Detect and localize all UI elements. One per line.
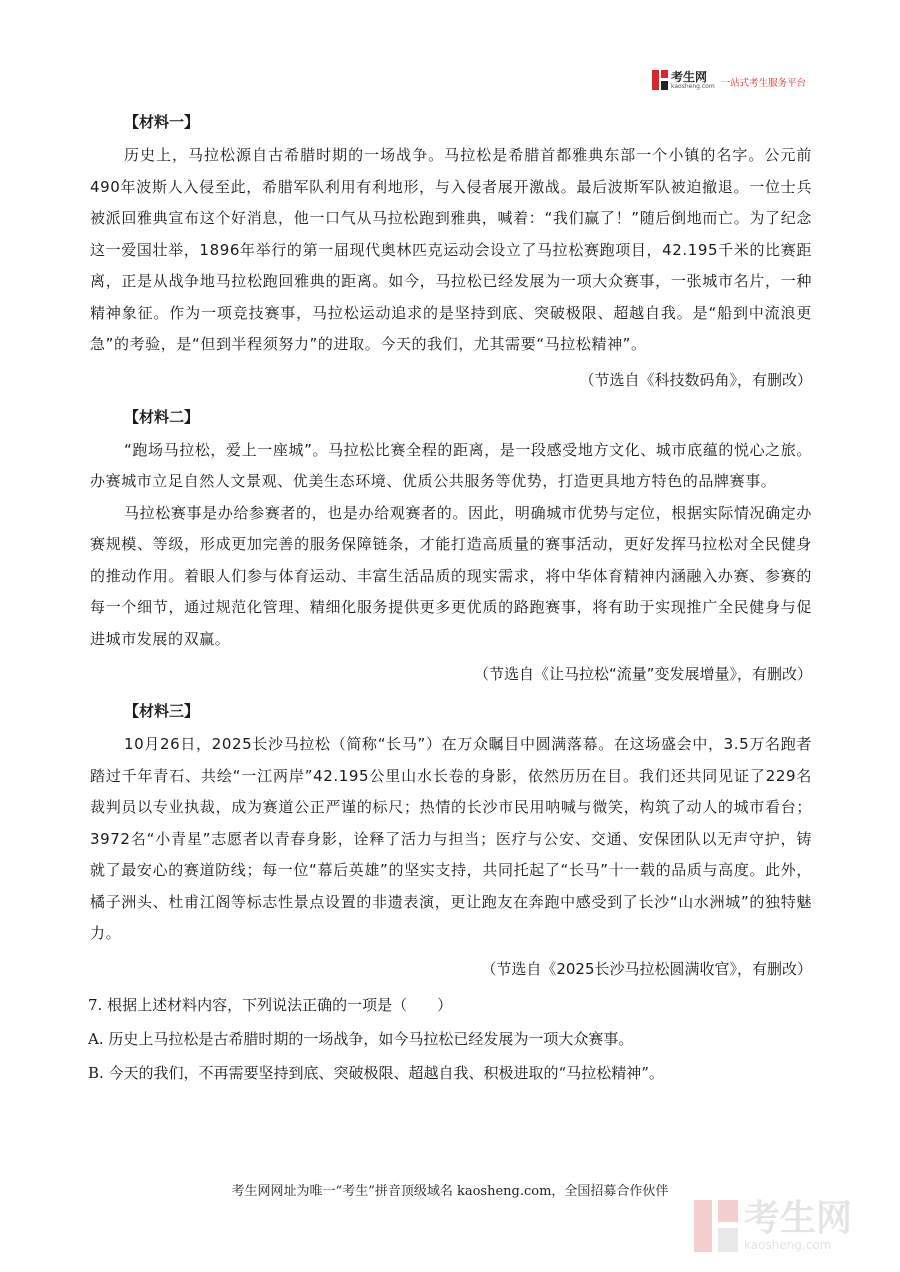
question-stem: 7. 根据上述材料内容，下列说法正确的一项是（ ） — [88, 995, 453, 1014]
material3-title: 【材料三】 — [124, 702, 200, 720]
document-content — [90, 104, 812, 1090]
option-a: A. 历史上马拉松是古希腊时期的一场战争，如今马拉松已经发展为一项大众赛事。 — [88, 1029, 634, 1048]
material3-body: 10月26日，2025长沙马拉松（简称“长马”）在万众瞩目中圆满落幕。在这场盛会中，3.5万名跑者踏过千年青石、共绘“一江两岸”42.195公里山水长卷的身影，依然历历在目。我们还共同见证了229名裁判员以专业执裁，成为赛道公正严谨的标尺；热情的长沙市民用呐喊与微笑，构筑了动人的城市看台；3972名“小青星”志愿者以青春身影，诠释了活力与担当；医疗与公安、交通、安保团队以无声守护，铸就了最安心的赛道防线；每一位“幕后英雄”的坚实支持，共同托起了“长马”十一载的品质与高度。此外，橘子洲头、杜甫江阁等标志性景点设置的非遗表演，更让跑友在奔跑中感受到了长沙“山水洲城”的独特魅力。 — [90, 735, 812, 942]
material2-body2: 马拉松赛事是办给参赛者的，也是办给观赛者的。因此，明确城市优势与定位，根据实际情况确定办赛规模、等级，形成更加完善的服务保障链条，才能打造高质量的赛事活动，更好发挥马拉松对全民健身的推动作用。着眼人们参与体育运动、丰富生活品质的现实需求，将中华体育精神内涵融入办赛、参赛的每一个细节，通过规范化管理、精细化服务提供更多更优质的路跑赛事，将有助于实现推广全民健身与促进城市发展的双赢。 — [90, 503, 812, 648]
material2-body1: “跑场马拉松，爱上一座城”。马拉松比赛全程的距离，是一段感受地方文化、城市底蕴的悦心之旅。办赛城市立足自然人文景观、优美生态环境、优质公共服务等优势，打造更具地方特色的品牌赛事。 — [90, 440, 812, 490]
logo-slogan: 一站式考生服务平台 — [720, 78, 807, 89]
watermark-name: 考生网 — [743, 1198, 852, 1239]
logo-domain: kaosheng.com — [671, 82, 715, 90]
page-footer: 考生网网址为唯一“考生”拼音顶级域名 kaosheng.com，全国招募合作伙伴 — [231, 1184, 669, 1199]
material1-body: 历史上，马拉松源自古希腊时期的一场战争。马拉松是希腊首都雅典东部一个小镇的名字。公元前490年波斯人入侵至此，希腊军队利用有利地形，与入侵者展开激战。最后波斯军队被迫撤退。一位士兵被派回雅典宣布这个好消息，他一口气从马拉松跑到雅典，喊着：“我们赢了！”随后倒地而亡。为了纪念这一爱国壮举，1896年举行的第一届现代奥林匹克运动会设立了马拉松赛跑项目，42.195千米的比赛距离，正是从战争地马拉松跑回雅典的距离。如今，马拉松已经发展为一项大众赛事，一张城市名片，一种精神象征。作为一项竞技赛事，马拉松运动追求的是坚持到底、突破极限、超越自我。是“船到中流浪更急”的考验，是“但到半程须努力”的进取。今天的我们，尤其需要“马拉松精神”。 — [90, 146, 812, 353]
watermark-icon — [694, 1200, 738, 1252]
material3-source: （节选自《2025长沙马拉松圆满收官》，有删改） — [481, 959, 812, 978]
watermark-domain: kaosheng.com — [743, 1238, 832, 1252]
logo-name: 考生网 — [671, 69, 708, 84]
material2-title: 【材料二】 — [124, 407, 200, 426]
material1-source: （节选自《科技数码角》，有删改） — [579, 370, 812, 389]
kaosheng-logo-icon — [652, 70, 668, 90]
material1-title: 【材料一】 — [124, 113, 200, 131]
watermark-logo — [694, 1200, 852, 1252]
header-logo — [652, 70, 806, 90]
material2-source: （节选自《让马拉松“流量”变发展增量》，有删改） — [473, 665, 812, 683]
option-b: B. 今天的我们，不再需要坚持到底、突破极限、超越自我、积极进取的“马拉松精神”。 — [88, 1063, 664, 1082]
